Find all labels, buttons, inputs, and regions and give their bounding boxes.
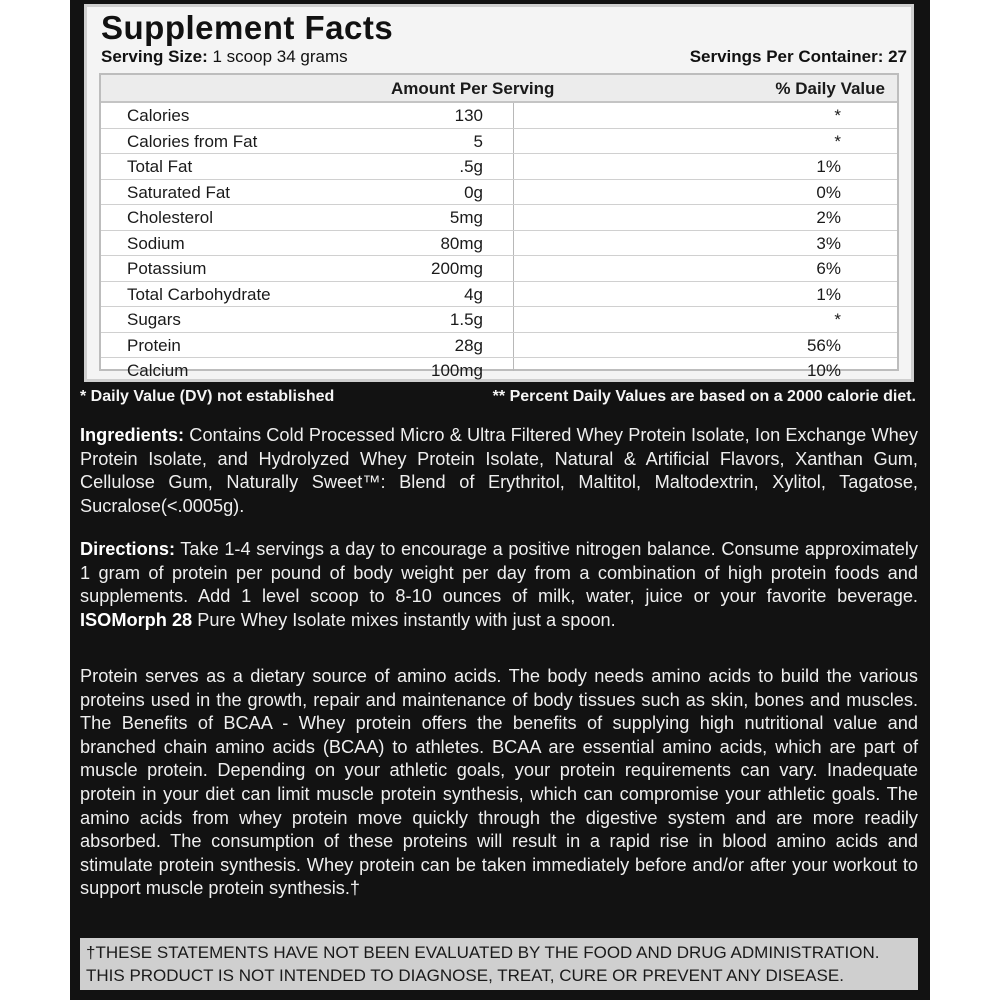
nutrient-amount: 200mg [431, 259, 483, 278]
dv-not-established-note: * Daily Value (DV) not established [80, 388, 335, 405]
nutrient-name: Calories [127, 106, 190, 125]
nutrient-name: Saturated Fat [127, 182, 231, 202]
table-row [101, 231, 897, 257]
ingredients-text: Contains Cold Processed Micro & Ultra Filtered Whey Protein Isolate, Ion Exchange Whey Protein Isolate, and Hydrolyzed Whey Protein Isolate, Natural & Artificial Flavors, Xanthan Gum, Cellulose Gum, Naturally Sweet™: Blend of Erythritol, Maltitol, Maltodextrin, Xylitol, Tagatose, Sucralose(<.0005g). [80, 425, 918, 516]
nutrient-daily-value: 6% [816, 259, 841, 278]
nutrient-daily-value: * [834, 310, 841, 329]
nutrient-daily-value: 56% [806, 335, 841, 355]
nutrient-daily-value: 0% [816, 182, 841, 202]
table-row [101, 333, 897, 359]
nutrient-amount: .5g [459, 157, 483, 176]
nutrition-table [99, 73, 899, 380]
header-daily-value: % Daily Value [775, 79, 885, 98]
nutrient-name: Total Carbohydrate [127, 284, 271, 304]
directions-text-end: Pure Whey Isolate mixes instantly with just a spoon. [192, 609, 616, 630]
table-row [101, 129, 897, 155]
disclaimer-line-2: THIS PRODUCT IS NOT INTENDED TO DIAGNOSE, TREAT, CURE OR PREVENT ANY DISEASE. [86, 966, 844, 985]
nutrient-name: Calories from Fat [127, 131, 258, 151]
directions-text: Take 1-4 servings a day to encourage a positive nitrogen balance. Consume approximately 1 gram of protein per pound of body weight per day from a combination of high protein foods and supplements. Add 1 level scoop to 8-10 ounces of milk, water, juice or your favorite beverage. [80, 539, 918, 607]
table-row [101, 256, 897, 282]
supplement-label [70, 0, 930, 1000]
table-row [101, 103, 897, 129]
servings-per-container: Servings Per Container: 27 [689, 47, 907, 66]
table-header [101, 75, 897, 103]
nutrient-daily-value: 1% [816, 284, 841, 304]
table-row [101, 205, 897, 231]
directions-label: Directions: [80, 539, 175, 559]
nutrient-name: Protein [127, 335, 181, 355]
nutrient-daily-value: * [834, 106, 841, 125]
nutrient-amount: 4g [464, 284, 483, 304]
product-name: ISOMorph 28 [80, 609, 193, 630]
nutrient-name: Sugars [127, 310, 181, 329]
supplement-facts-panel [84, 4, 914, 382]
table-row [101, 307, 897, 333]
directions-paragraph [80, 538, 918, 632]
serving-size-value: 1 scoop 34 grams [207, 47, 348, 66]
nutrient-name: Calcium [127, 361, 189, 380]
fda-disclaimer [80, 938, 918, 990]
nutrient-amount: 130 [454, 106, 483, 125]
dv-basis-note: ** Percent Daily Values are based on a 2000 calorie diet. [492, 388, 916, 405]
table-row [101, 180, 897, 206]
nutrient-daily-value: 3% [816, 233, 841, 253]
nutrient-amount: 28g [454, 335, 483, 355]
daily-value-notes [80, 388, 916, 410]
nutrient-daily-value: * [834, 131, 841, 151]
nutrient-amount: 1.5g [449, 310, 483, 329]
serving-size-label: Serving Size: [101, 47, 208, 66]
nutrient-name: Sodium [127, 233, 185, 253]
nutrient-daily-value: 10% [806, 361, 841, 380]
serving-line [101, 47, 907, 71]
protein-info-paragraph: Protein serves as a dietary source of amino acids. The body needs amino acids to build the various proteins used in the growth, repair and maintenance of body tissues such as skin, bones and muscles. The Benefits of BCAA - Whey protein offers the benefits of supplying high nutritional value and branched chain amino acids (BCAA) to athletes. BCAA are essential amino acids, which are part of muscle protein. Depending on your athletic goals, your protein requirements can vary. Inadequate protein in your diet can limit muscle protein synthesis, which can compromise your athletic goals. The amino acids from whey protein move quickly through the digestive system and are more readily absorbed. The consumption of these proteins will result in a rapid rise in blood amino acids and stimulate protein synthesis. Whey protein can be taken immediately before and/or after your workout to support muscle protein synthesis.† [80, 666, 918, 899]
nutrient-amount: 5 [473, 131, 483, 151]
nutrient-name: Cholesterol [127, 208, 213, 227]
nutrient-name: Total Fat [127, 157, 193, 176]
ingredients-paragraph [80, 424, 918, 518]
nutrient-amount: 5mg [449, 208, 483, 227]
nutrient-amount: 0g [464, 182, 483, 202]
nutrient-daily-value: 2% [816, 208, 841, 227]
header-amount: Amount Per Serving [391, 79, 555, 98]
ingredients-label: Ingredients: [80, 425, 185, 445]
table-rows [101, 103, 897, 384]
nutrient-daily-value: 1% [816, 157, 841, 176]
table-row [101, 154, 897, 180]
nutrient-name: Potassium [127, 259, 207, 278]
serving-size [101, 47, 348, 67]
table-row [101, 282, 897, 308]
nutrient-amount: 100mg [431, 361, 483, 380]
facts-title: Supplement Facts [101, 9, 394, 46]
disclaimer-line-1: †THESE STATEMENTS HAVE NOT BEEN EVALUATED BY THE FOOD AND DRUG ADMINISTRATION. [86, 943, 880, 962]
table-row [101, 358, 897, 384]
nutrient-amount: 80mg [440, 233, 483, 253]
